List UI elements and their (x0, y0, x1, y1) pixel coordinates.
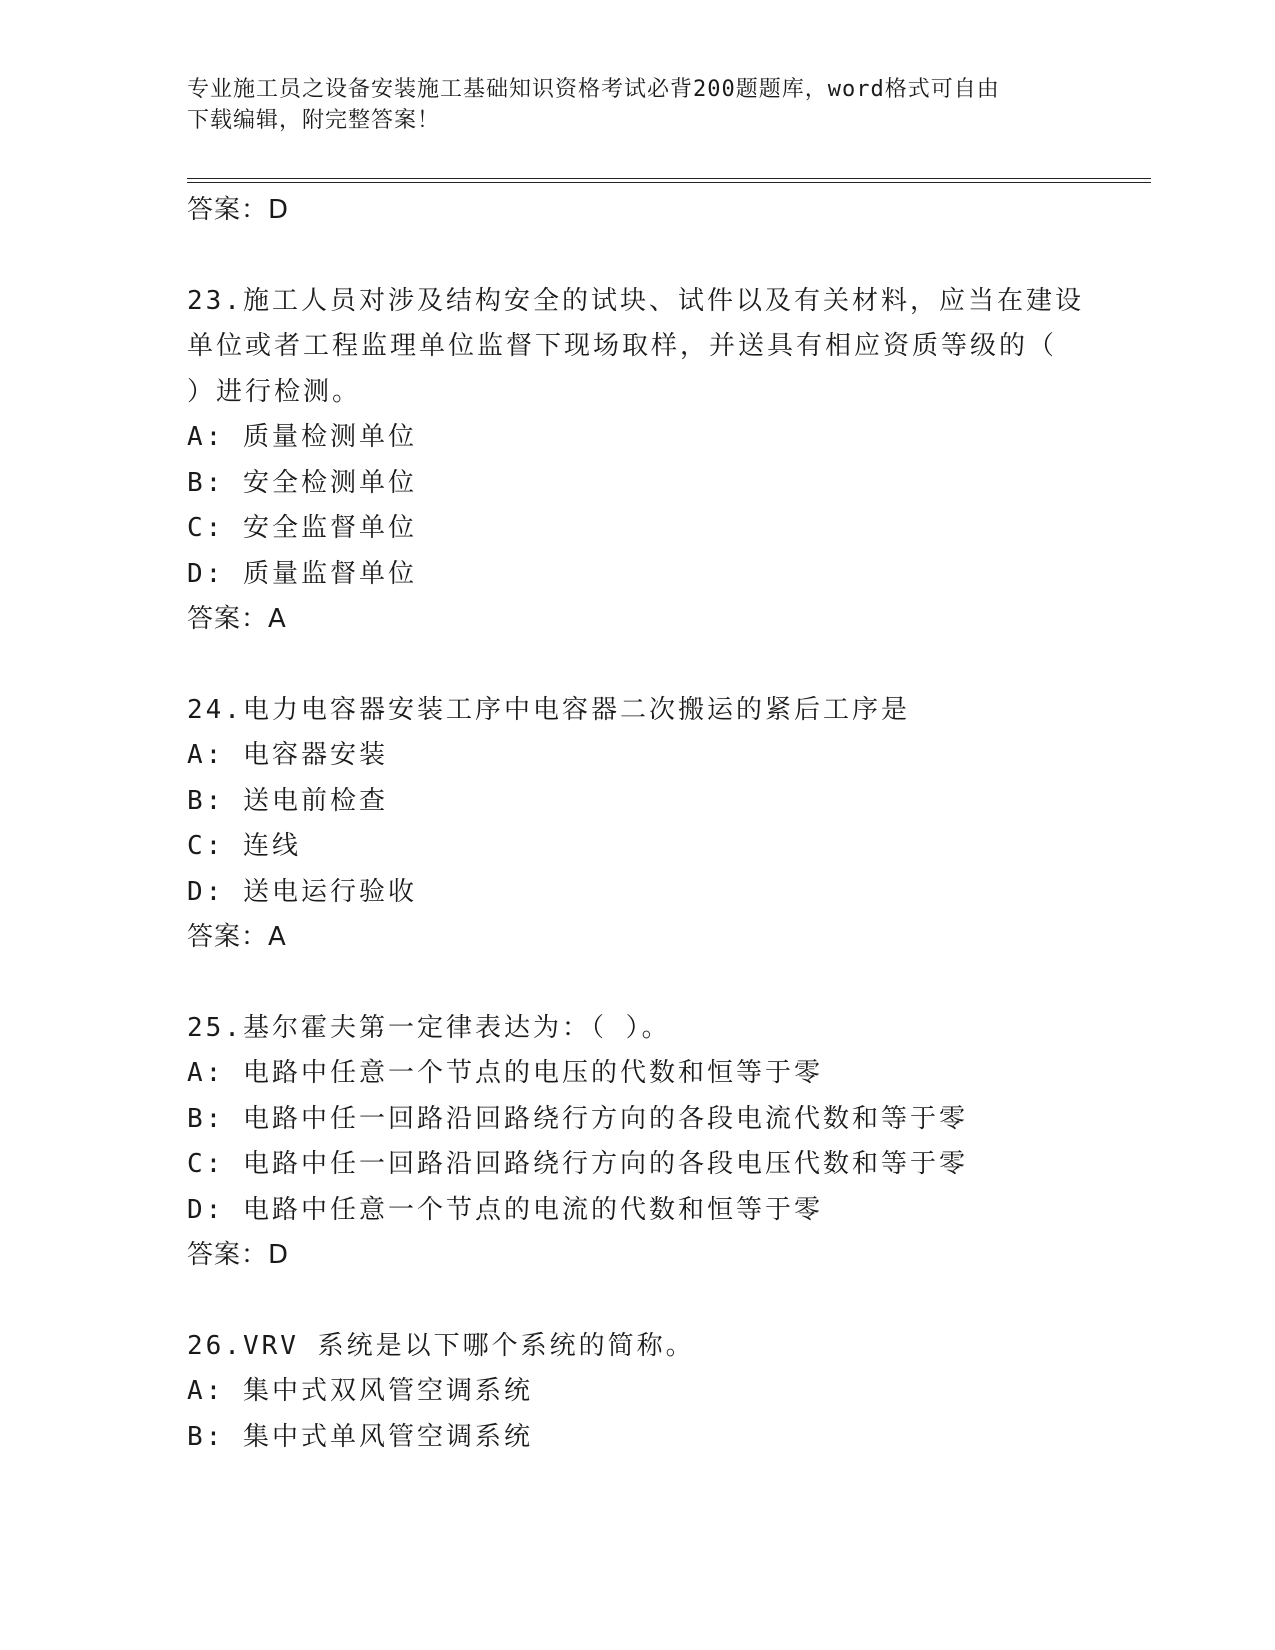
option-a: A: 质量检测单位 (187, 422, 417, 452)
question-stem-line: 23.施工人员对涉及结构安全的试块、试件以及有关材料，应当在建设 (187, 285, 1084, 316)
option-b: B: 安全检测单位 (187, 467, 417, 498)
option-a: A: 集中式双风管空调系统 (187, 1376, 533, 1406)
header-line-2: 下载编辑，附完整答案！ (187, 108, 441, 133)
option-b: B: 电路中任一回路沿回路绕行方向的各段电流代数和等于零 (187, 1103, 968, 1134)
question-26 (187, 1324, 1087, 1461)
question-stem-line: 单位或者工程监理单位监督下现场取样，并送具有相应资质等级的（ (187, 331, 1058, 361)
option-d: D: 送电运行验收 (187, 876, 417, 907)
page-header (187, 74, 1087, 136)
question-stem-line: 25.基尔霍夫第一定律表达为：（ ）。 (187, 1012, 671, 1043)
answer: 答案：A (187, 604, 287, 634)
spacer (187, 234, 1087, 279)
question-list (187, 188, 1087, 1460)
option-c: C: 电路中任一回路沿回路绕行方向的各段电压代数和等于零 (187, 1149, 968, 1179)
option-b: B: 集中式单风管空调系统 (187, 1421, 533, 1452)
option-c: C: 连线 (187, 831, 301, 861)
option-a: A: 电容器安装 (187, 740, 388, 770)
question-stem-line: 24.电力电容器安装工序中电容器二次搬运的紧后工序是 (187, 694, 910, 725)
header-divider-bottom (187, 182, 1151, 183)
spacer (187, 961, 1087, 1006)
previous-answer: 答案：D (187, 195, 290, 225)
question-24 (187, 688, 1087, 961)
answer: 答案：D (187, 1240, 290, 1270)
question-stem-line: 26.VRV 系统是以下哪个系统的简称。 (187, 1330, 695, 1361)
header-divider-top (187, 178, 1151, 179)
option-d: D: 质量监督单位 (187, 558, 417, 589)
spacer (187, 643, 1087, 688)
question-23 (187, 279, 1087, 643)
option-c: C: 安全监督单位 (187, 513, 417, 543)
spacer (187, 1279, 1087, 1324)
question-stem-line: ）进行检测。 (187, 376, 362, 407)
question-25 (187, 1006, 1087, 1279)
answer: 答案：A (187, 922, 287, 952)
header-line-1: 专业施工员之设备安装施工基础知识资格考试必背200题题库，word格式可自由 (187, 77, 1000, 102)
option-b: B: 送电前检查 (187, 785, 388, 816)
option-a: A: 电路中任意一个节点的电压的代数和恒等于零 (187, 1058, 823, 1088)
option-d: D: 电路中任意一个节点的电流的代数和恒等于零 (187, 1194, 823, 1225)
